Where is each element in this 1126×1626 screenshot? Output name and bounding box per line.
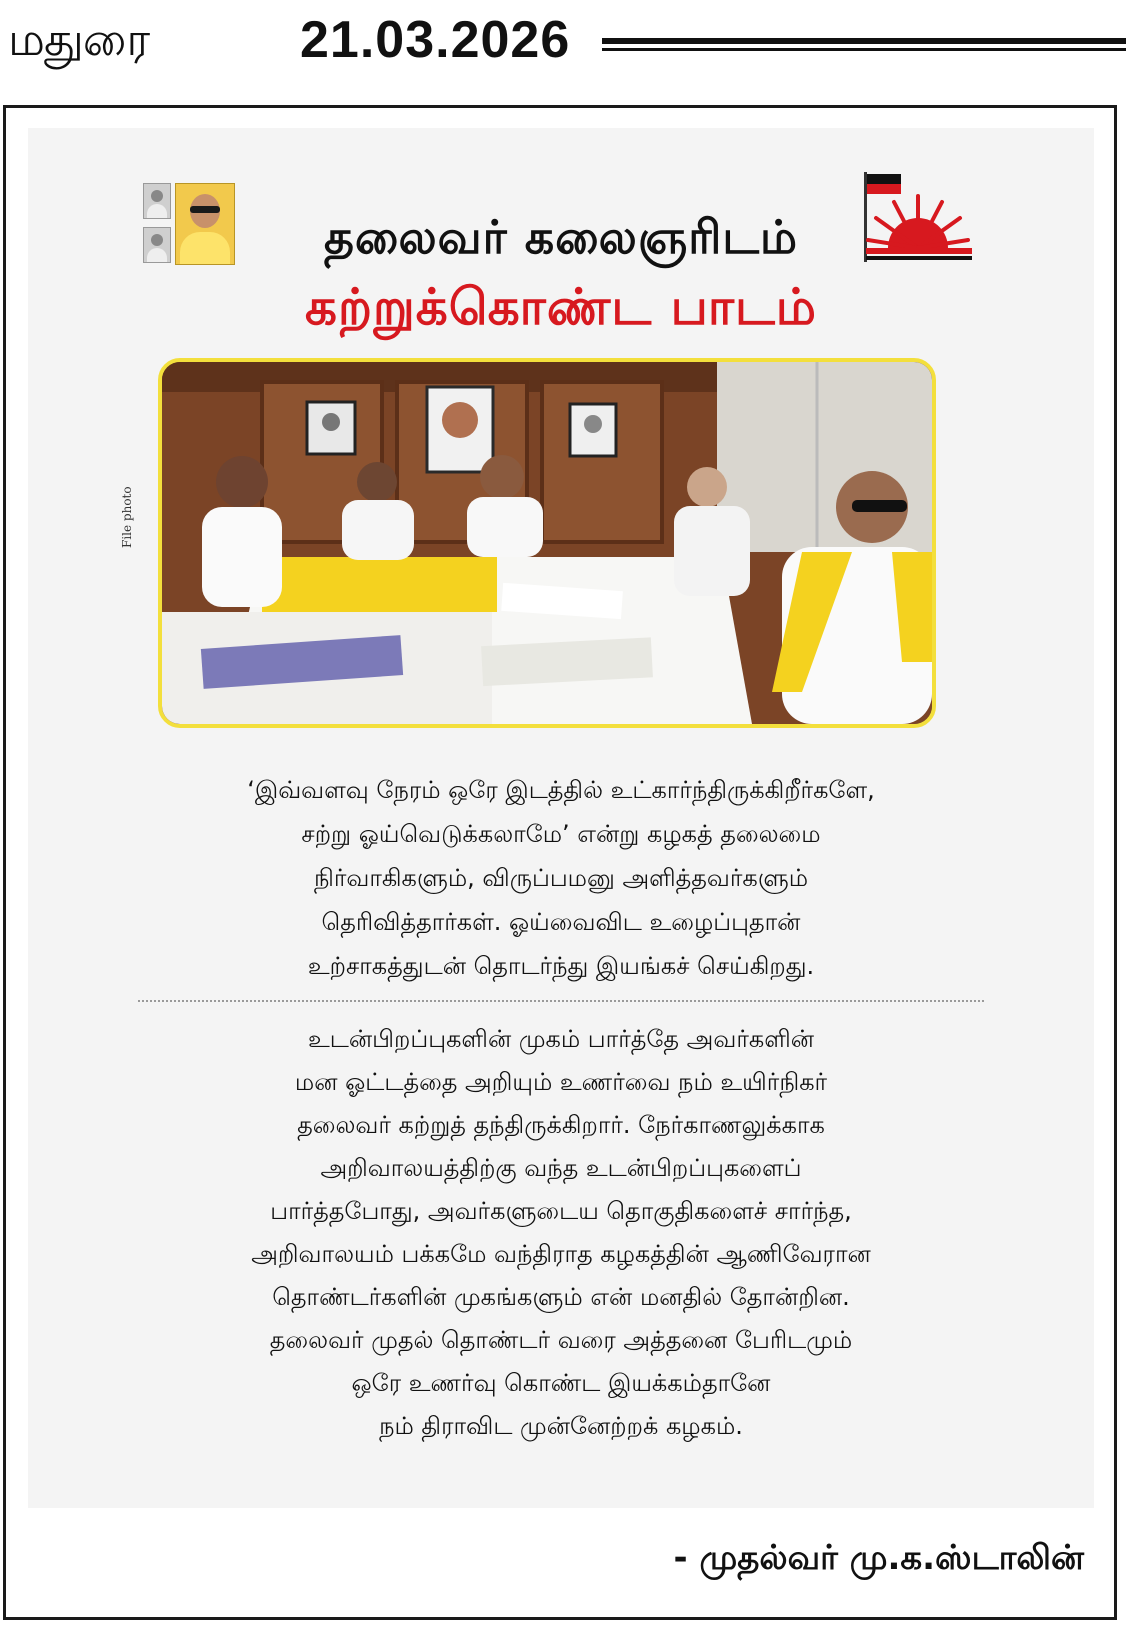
city-name: மதுரை bbox=[8, 12, 150, 66]
quote-line: ‘இவ்வளவு நேரம் ஒரே இடத்தில் உட்கார்ந்திருக்கிறீர்களே, bbox=[247, 776, 875, 804]
quote-line: நிர்வாகிகளும், விருப்பமனு அளித்தவர்களும் bbox=[313, 864, 809, 892]
body-line: மன ஓட்டத்தை அறியும் உணர்வை நம் உயிர்நிகர் bbox=[294, 1068, 828, 1096]
masthead-rule-thin bbox=[602, 48, 1126, 51]
body-line: உடன்பிறப்புகளின் முகம் பார்த்தே அவர்களின் bbox=[307, 1025, 815, 1053]
publication-date: 21.03.2026 bbox=[300, 11, 571, 69]
quote-paragraph bbox=[68, 768, 1054, 988]
dotted-divider bbox=[138, 1000, 984, 1002]
body-line: அறிவாலயத்திற்கு வந்த உடன்பிறப்புகளைப் bbox=[320, 1154, 802, 1182]
body-line: ஒரே உணர்வு கொண்ட இயக்கம்தானே bbox=[351, 1369, 771, 1397]
photo-credit-container bbox=[120, 468, 136, 548]
quote-line: சற்று ஓய்வெடுக்கலாமே’ என்று கழகத் தலைமை bbox=[301, 820, 821, 848]
body-line: நம் திராவிட முன்னேற்றக் கழகம். bbox=[379, 1412, 743, 1440]
meeting-photo bbox=[158, 358, 936, 728]
body-line: தலைவர் முதல் தொண்டர் வரை அத்தனை பேரிடமும் bbox=[269, 1326, 853, 1354]
body-line: தொண்டர்களின் முகங்களும் என் மனதில் தோன்றின. bbox=[272, 1283, 850, 1311]
article-frame bbox=[3, 105, 1117, 1620]
headline-line-2: கற்றுக்கொண்ட பாடம் bbox=[304, 278, 817, 336]
photo-credit: File photo bbox=[120, 486, 134, 548]
body-line: தலைவர் கற்றுத் தந்திருக்கிறார். நேர்காணலுக்காக bbox=[297, 1111, 825, 1139]
author-signature: - முதல்வர் மு.க.ஸ்டாலின் bbox=[673, 1538, 1084, 1578]
body-paragraph bbox=[68, 1018, 1054, 1448]
article-panel bbox=[28, 128, 1094, 1508]
meeting-photo-illustration bbox=[162, 362, 932, 724]
quote-line: தெரிவித்தார்கள். ஓய்வைவிட உழைப்புதான் bbox=[321, 908, 801, 936]
masthead bbox=[0, 0, 1126, 90]
masthead-rule-thick bbox=[602, 38, 1126, 44]
body-line: பார்த்தபோது, அவர்களுடைய தொகுதிகளைச் சார்ந்த, bbox=[270, 1197, 852, 1225]
quote-line: உற்சாகத்துடன் தொடர்ந்து இயங்கச் செய்கிறது. bbox=[307, 952, 815, 980]
headline-line-1: தலைவர் கலைஞரிடம் bbox=[323, 210, 799, 264]
body-line: அறிவாலயம் பக்கமே வந்திராத கழகத்தின் ஆணிவேரான bbox=[251, 1240, 871, 1268]
